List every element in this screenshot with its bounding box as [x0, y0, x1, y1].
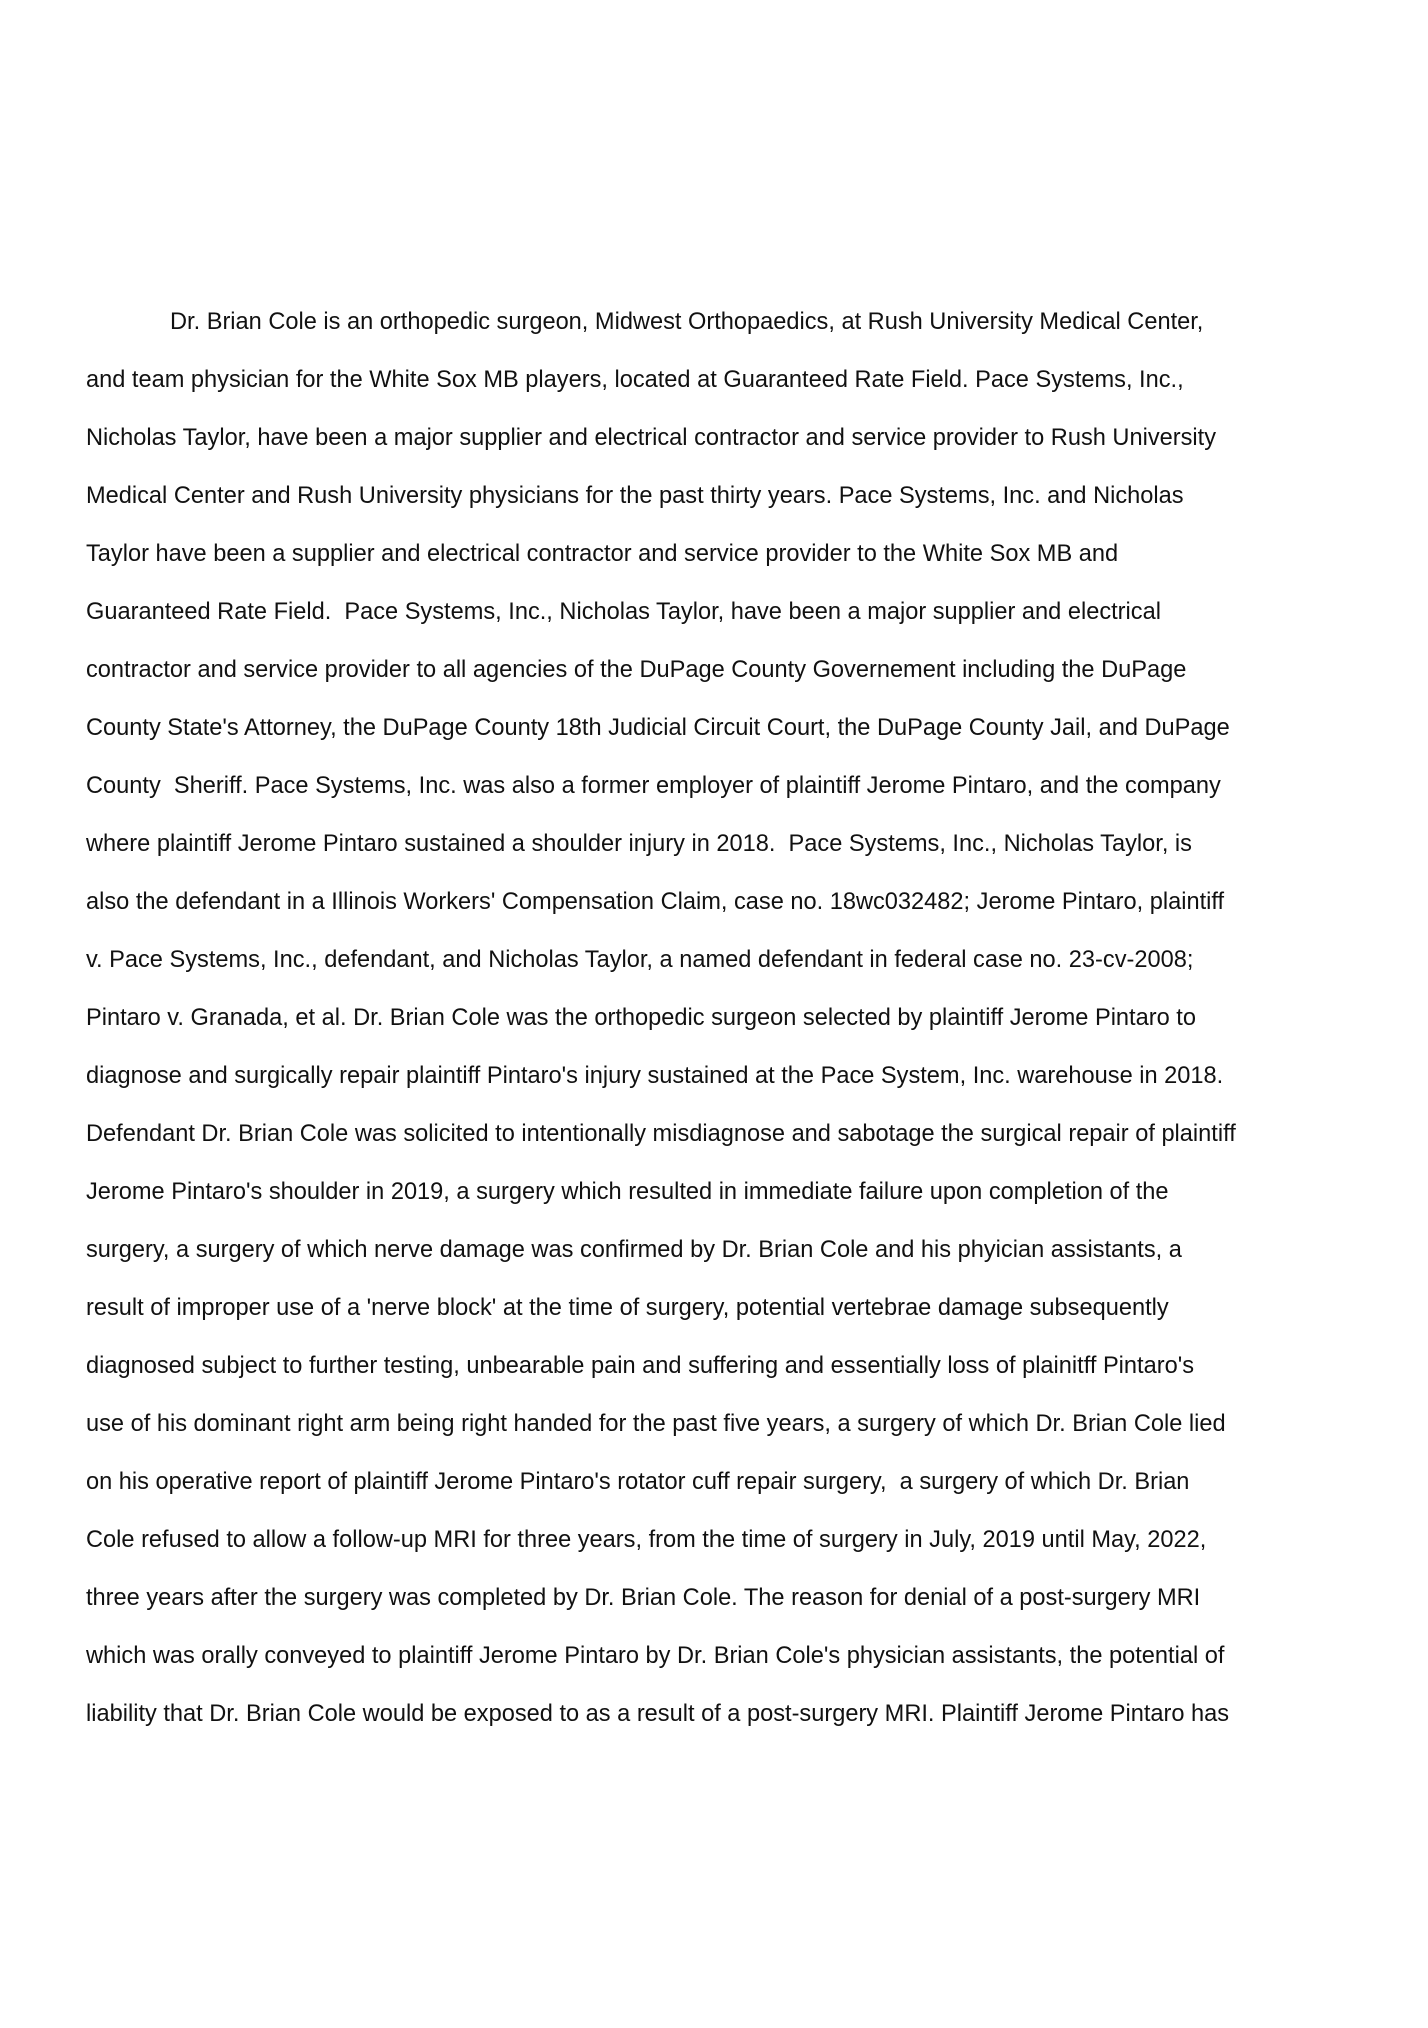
text-line: County State's Attorney, the DuPage County 18th Judicial Circuit Court, the DuPage County Jail, and DuPage	[86, 715, 1230, 741]
text-line: Jerome Pintaro's shoulder in 2019, a surgery which resulted in immediate failure upon completion of the	[86, 1179, 1169, 1205]
text-line: County Sheriff. Pace Systems, Inc. was also a former employer of plaintiff Jerome Pintaro, and the company	[86, 773, 1221, 799]
text-line: Medical Center and Rush University physicians for the past thirty years. Pace Systems, Inc. and Nicholas	[86, 483, 1184, 509]
text-line: on his operative report of plaintiff Jerome Pintaro's rotator cuff repair surgery, a surgery of which Dr. Brian	[86, 1469, 1190, 1495]
text-line: also the defendant in a Illinois Workers' Compensation Claim, case no. 18wc032482; Jerome Pintaro, plaintiff	[86, 889, 1225, 915]
text-line: which was orally conveyed to plaintiff Jerome Pintaro by Dr. Brian Cole's physician assistants, the potential of	[86, 1643, 1225, 1669]
text-line: Guaranteed Rate Field. Pace Systems, Inc., Nicholas Taylor, have been a major supplier and electrical	[86, 599, 1161, 625]
text-line: diagnose and surgically repair plaintiff Pintaro's injury sustained at the Pace System, Inc. warehouse in 2018.	[86, 1063, 1224, 1089]
text-line: Pintaro v. Granada, et al. Dr. Brian Cole was the orthopedic surgeon selected by plaintiff Jerome Pintaro to	[86, 1005, 1196, 1031]
text-line: diagnosed subject to further testing, unbearable pain and suffering and essentially loss of plainitff Pintaro's	[86, 1353, 1195, 1379]
text-line: surgery, a surgery of which nerve damage was confirmed by Dr. Brian Cole and his phyician assistants, a	[86, 1237, 1182, 1263]
text-line: use of his dominant right arm being right handed for the past five years, a surgery of which Dr. Brian Cole lied	[86, 1411, 1226, 1437]
text-line: v. Pace Systems, Inc., defendant, and Nicholas Taylor, a named defendant in federal case no. 23-cv-2008;	[86, 947, 1194, 973]
text-line: result of improper use of a 'nerve block' at the time of surgery, potential vertebrae damage subsequently	[86, 1295, 1169, 1321]
text-line: Taylor have been a supplier and electrical contractor and service provider to the White Sox MB and	[86, 541, 1119, 567]
text-line: three years after the surgery was completed by Dr. Brian Cole. The reason for denial of a post-surgery MRI	[86, 1585, 1201, 1611]
text-line: Nicholas Taylor, have been a major supplier and electrical contractor and service provider to Rush University	[86, 425, 1216, 451]
text-line: Defendant Dr. Brian Cole was solicited to intentionally misdiagnose and sabotage the surgical repair of plaintiff	[86, 1121, 1236, 1147]
text-line: contractor and service provider to all agencies of the DuPage County Governement including the DuPage	[86, 657, 1187, 683]
text-line: Dr. Brian Cole is an orthopedic surgeon, Midwest Orthopaedics, at Rush University Medical Center,	[170, 309, 1204, 335]
text-line: liability that Dr. Brian Cole would be exposed to as a result of a post-surgery MRI. Plaintiff Jerome Pintaro has	[86, 1701, 1230, 1727]
text-line: Cole refused to allow a follow-up MRI for three years, from the time of surgery in July, 2019 until May, 2022,	[86, 1527, 1207, 1553]
text-line: and team physician for the White Sox MB players, located at Guaranteed Rate Field. Pace Systems, Inc.,	[86, 367, 1184, 393]
text-line: where plaintiff Jerome Pintaro sustained a shoulder injury in 2018. Pace Systems, Inc., Nicholas Taylor, is	[86, 831, 1192, 857]
